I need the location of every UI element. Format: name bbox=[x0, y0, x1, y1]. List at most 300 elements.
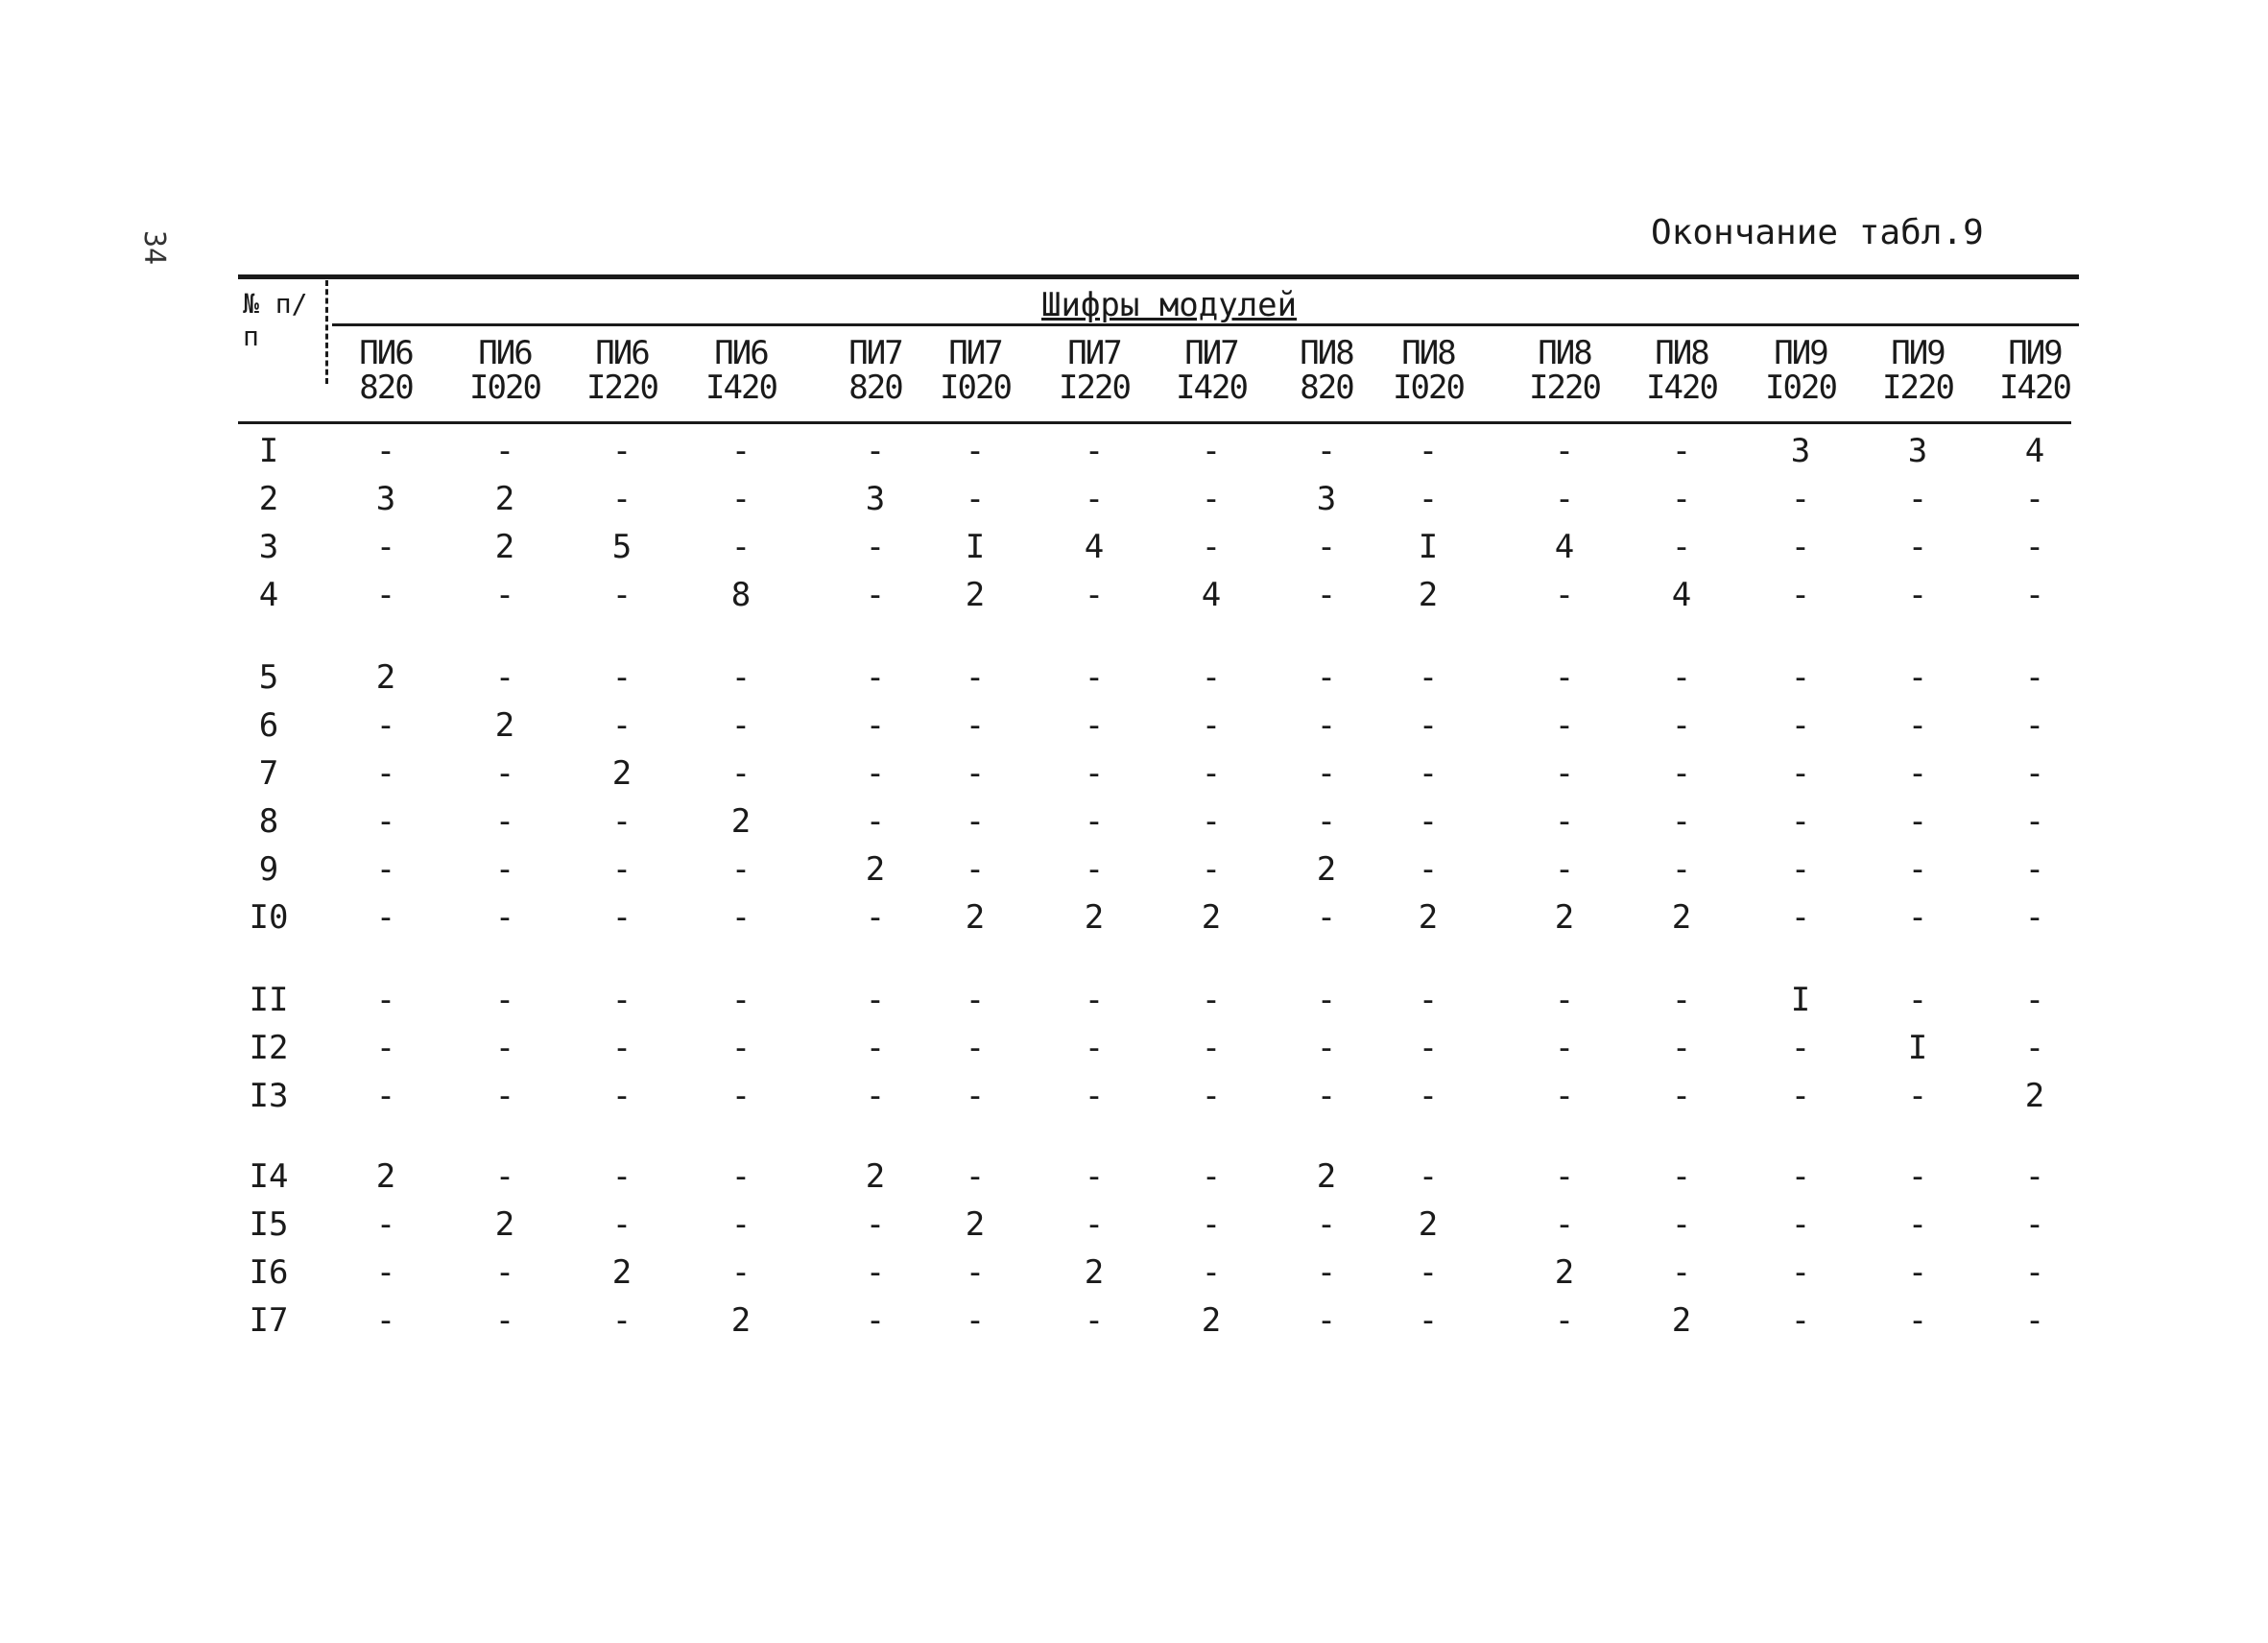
table-cell: - bbox=[1907, 1301, 1928, 1340]
table-cell: - bbox=[1554, 1029, 1575, 1067]
table-cell: - bbox=[2024, 802, 2045, 841]
column-header-size: I220 bbox=[1882, 369, 1953, 407]
table-cell: - bbox=[965, 658, 986, 697]
table-cell: - bbox=[1316, 802, 1337, 841]
table-cell: - bbox=[2024, 528, 2045, 566]
table-cell: - bbox=[965, 1301, 986, 1340]
table-cell: - bbox=[375, 850, 396, 889]
table-cell: - bbox=[1554, 754, 1575, 793]
table-cell: - bbox=[1084, 850, 1105, 889]
table-cell: - bbox=[1671, 432, 1692, 470]
table-cell: - bbox=[1671, 981, 1692, 1019]
table-cell: - bbox=[1554, 1077, 1575, 1115]
table-cell: - bbox=[1790, 1301, 1811, 1340]
table-cell: - bbox=[1671, 1205, 1692, 1244]
column-header-size: I420 bbox=[1646, 369, 1717, 407]
column-header-code: ПИ9 bbox=[1891, 334, 1945, 372]
column-header bbox=[688, 336, 794, 405]
table-cell: 2 bbox=[865, 1157, 886, 1196]
table-cell: 2 bbox=[965, 576, 986, 614]
table-cell: 8 bbox=[730, 576, 752, 614]
column-header bbox=[1512, 336, 1617, 405]
column-header bbox=[452, 336, 558, 405]
row-number: 7 bbox=[258, 754, 279, 793]
table-cell: - bbox=[375, 1253, 396, 1292]
table-cell: - bbox=[1907, 658, 1928, 697]
table-cell: - bbox=[1671, 754, 1692, 793]
column-header-size: I420 bbox=[1176, 369, 1247, 407]
table-cell: - bbox=[1907, 528, 1928, 566]
row-number: I6 bbox=[249, 1253, 289, 1292]
table-cell: - bbox=[1790, 802, 1811, 841]
table-cell: 2 bbox=[1418, 1205, 1439, 1244]
table-cell: - bbox=[865, 1253, 886, 1292]
column-header-code: ПИ9 bbox=[2008, 334, 2062, 372]
table-cell: - bbox=[1418, 850, 1439, 889]
table-cell: - bbox=[1790, 658, 1811, 697]
table-cell: - bbox=[611, 898, 633, 937]
table-cell: - bbox=[1316, 576, 1337, 614]
table-cell: 2 bbox=[2024, 1077, 2045, 1115]
table-cell: 2 bbox=[1671, 1301, 1692, 1340]
table-cell: - bbox=[1201, 850, 1222, 889]
table-cell: - bbox=[865, 981, 886, 1019]
column-header bbox=[1375, 336, 1481, 405]
table-cell: 2 bbox=[730, 1301, 752, 1340]
table-cell: - bbox=[1316, 658, 1337, 697]
table-cell: - bbox=[730, 1029, 752, 1067]
table-cell: 4 bbox=[2024, 432, 2045, 470]
table-cell: - bbox=[375, 754, 396, 793]
table-cell: - bbox=[1671, 706, 1692, 745]
table-cell: - bbox=[494, 898, 515, 937]
table-cell: - bbox=[1907, 1205, 1928, 1244]
table-cell: 2 bbox=[1084, 1253, 1105, 1292]
table-cell: 3 bbox=[375, 480, 396, 518]
table-cell: - bbox=[2024, 706, 2045, 745]
module-codes-header: Шифры модулей bbox=[1041, 286, 1298, 324]
table-cell: - bbox=[375, 1205, 396, 1244]
column-header bbox=[1865, 336, 1970, 405]
table-cell: 2 bbox=[1671, 898, 1692, 937]
table-cell: - bbox=[2024, 1301, 2045, 1340]
table-cell: 2 bbox=[1201, 1301, 1222, 1340]
table-cell: 2 bbox=[865, 850, 886, 889]
table-cell: 3 bbox=[1907, 432, 1928, 470]
table-cell: 2 bbox=[375, 658, 396, 697]
column-header-code: ПИ9 bbox=[1774, 334, 1827, 372]
table-cell: - bbox=[865, 1029, 886, 1067]
table-cell: - bbox=[1084, 576, 1105, 614]
table-cell: - bbox=[1790, 1029, 1811, 1067]
table-cell: - bbox=[375, 1077, 396, 1115]
table-cell: - bbox=[1907, 480, 1928, 518]
column-header bbox=[1041, 336, 1147, 405]
table-cell: 4 bbox=[1084, 528, 1105, 566]
table-cell: - bbox=[1907, 576, 1928, 614]
column-header-code: ПИ7 bbox=[1067, 334, 1121, 372]
table-cell: 3 bbox=[1790, 432, 1811, 470]
table-top-rule bbox=[238, 274, 2079, 279]
table-cell: - bbox=[1554, 658, 1575, 697]
table-cell: 2 bbox=[1554, 1253, 1575, 1292]
table-cell: - bbox=[1418, 981, 1439, 1019]
table-cell: - bbox=[375, 576, 396, 614]
table-cell: - bbox=[1201, 1077, 1222, 1115]
table-cell: - bbox=[1201, 1029, 1222, 1067]
table-cell: - bbox=[965, 1077, 986, 1115]
column-header-code: ПИ8 bbox=[1655, 334, 1708, 372]
page-number: 34 bbox=[137, 230, 171, 266]
column-header bbox=[1982, 336, 2088, 405]
row-number: 2 bbox=[258, 480, 279, 518]
table-cell: - bbox=[1418, 658, 1439, 697]
table-cell: - bbox=[1418, 1029, 1439, 1067]
column-header-size: I020 bbox=[1393, 369, 1464, 407]
column-header-size: 820 bbox=[359, 369, 413, 407]
table-cell: - bbox=[965, 802, 986, 841]
table-cell: - bbox=[2024, 658, 2045, 697]
table-cell: - bbox=[1418, 1157, 1439, 1196]
table-cell: 3 bbox=[865, 480, 886, 518]
column-header bbox=[1629, 336, 1734, 405]
table-cell: - bbox=[494, 1029, 515, 1067]
table-cell: - bbox=[865, 576, 886, 614]
table-cell: - bbox=[1790, 898, 1811, 937]
table-cell: - bbox=[965, 706, 986, 745]
table-cell: 2 bbox=[1084, 898, 1105, 937]
table-cell: - bbox=[611, 1077, 633, 1115]
column-header-code: ПИ8 bbox=[1538, 334, 1591, 372]
table-cell: - bbox=[1790, 850, 1811, 889]
table-cell: - bbox=[1084, 981, 1105, 1019]
table-cell: - bbox=[494, 754, 515, 793]
table-cell: - bbox=[2024, 1157, 2045, 1196]
table-cell: - bbox=[2024, 1253, 2045, 1292]
table-cell: - bbox=[1201, 480, 1222, 518]
table-cell: - bbox=[1084, 432, 1105, 470]
table-cell: - bbox=[1907, 1077, 1928, 1115]
column-header-size: I220 bbox=[1059, 369, 1130, 407]
table-cell: 2 bbox=[1418, 576, 1439, 614]
table-cell: - bbox=[1554, 432, 1575, 470]
table-cell: - bbox=[1316, 1077, 1337, 1115]
table-cell: - bbox=[1201, 658, 1222, 697]
table-cell: - bbox=[1201, 754, 1222, 793]
table-cell: - bbox=[1201, 528, 1222, 566]
table-cell: - bbox=[865, 754, 886, 793]
table-cell: - bbox=[865, 898, 886, 937]
column-header-size: I020 bbox=[469, 369, 540, 407]
table-cell: I bbox=[1418, 528, 1439, 566]
table-cell: - bbox=[1554, 1157, 1575, 1196]
table-cell: - bbox=[1907, 898, 1928, 937]
table-cell: - bbox=[1084, 1077, 1105, 1115]
column-header-size: I220 bbox=[1529, 369, 1600, 407]
table-cell: - bbox=[1316, 754, 1337, 793]
table-cell: - bbox=[611, 1205, 633, 1244]
table-cell: - bbox=[1790, 1077, 1811, 1115]
table-cell: - bbox=[1907, 754, 1928, 793]
table-cell: - bbox=[611, 706, 633, 745]
table-cell: - bbox=[611, 480, 633, 518]
table-cell: I bbox=[1907, 1029, 1928, 1067]
table-cell: - bbox=[1790, 528, 1811, 566]
table-cell: - bbox=[1790, 480, 1811, 518]
table-cell: - bbox=[1790, 1157, 1811, 1196]
table-cell: - bbox=[1907, 1253, 1928, 1292]
column-header-code: ПИ6 bbox=[478, 334, 532, 372]
table-cell: - bbox=[2024, 754, 2045, 793]
table-cell: - bbox=[1084, 1029, 1105, 1067]
column-header-code: ПИ7 bbox=[1184, 334, 1238, 372]
table-cell: - bbox=[1316, 1029, 1337, 1067]
table-cell: - bbox=[1671, 658, 1692, 697]
table-cell: - bbox=[730, 754, 752, 793]
row-number: 3 bbox=[258, 528, 279, 566]
row-number: I2 bbox=[249, 1029, 289, 1067]
table-cell: 2 bbox=[1316, 850, 1337, 889]
table-cell: - bbox=[865, 432, 886, 470]
table-cell: 2 bbox=[494, 480, 515, 518]
table-cell: - bbox=[1554, 850, 1575, 889]
table-cell: - bbox=[730, 850, 752, 889]
table-cell: - bbox=[494, 981, 515, 1019]
table-cell: - bbox=[1418, 432, 1439, 470]
column-header-code: ПИ7 bbox=[948, 334, 1002, 372]
table-cell: - bbox=[1671, 1077, 1692, 1115]
table-cell: - bbox=[375, 706, 396, 745]
table-cell: - bbox=[2024, 576, 2045, 614]
table-cell: - bbox=[1084, 706, 1105, 745]
table-cell: - bbox=[494, 802, 515, 841]
table-cell: - bbox=[375, 981, 396, 1019]
header-bottom-rule bbox=[238, 421, 2071, 424]
table-cell: - bbox=[1907, 850, 1928, 889]
table-cell: - bbox=[1790, 754, 1811, 793]
row-number: 4 bbox=[258, 576, 279, 614]
table-cell: - bbox=[1201, 1253, 1222, 1292]
column-header-size: I220 bbox=[586, 369, 657, 407]
row-number: I bbox=[258, 432, 279, 470]
table-cell: - bbox=[730, 1157, 752, 1196]
table-cell: - bbox=[1418, 1253, 1439, 1292]
table-cell: 2 bbox=[611, 754, 633, 793]
table-cell: - bbox=[1316, 1301, 1337, 1340]
table-cell: - bbox=[375, 528, 396, 566]
table-cell: - bbox=[965, 850, 986, 889]
table-cell: - bbox=[1418, 480, 1439, 518]
table-cell: 2 bbox=[965, 898, 986, 937]
table-cell: - bbox=[865, 1077, 886, 1115]
table-cell: - bbox=[1418, 802, 1439, 841]
table-cell: - bbox=[865, 706, 886, 745]
table-cell: - bbox=[1201, 1157, 1222, 1196]
table-cell: - bbox=[2024, 1205, 2045, 1244]
table-cell: - bbox=[865, 802, 886, 841]
table-cell: 5 bbox=[611, 528, 633, 566]
table-cell: - bbox=[1418, 754, 1439, 793]
table-cell: - bbox=[1201, 432, 1222, 470]
table-cell: - bbox=[1316, 981, 1337, 1019]
row-number: I5 bbox=[249, 1205, 289, 1244]
table-cell: 2 bbox=[1201, 898, 1222, 937]
table-cell: - bbox=[730, 981, 752, 1019]
table-cell: - bbox=[965, 754, 986, 793]
table-cell: - bbox=[1316, 1253, 1337, 1292]
table-cell: 2 bbox=[494, 706, 515, 745]
table-cell: - bbox=[730, 658, 752, 697]
table-cell: - bbox=[611, 850, 633, 889]
table-cell: - bbox=[730, 898, 752, 937]
table-cell: - bbox=[1201, 1205, 1222, 1244]
table-cell: - bbox=[1671, 802, 1692, 841]
table-cell: - bbox=[1554, 981, 1575, 1019]
table-cell: - bbox=[965, 1029, 986, 1067]
table-cell: - bbox=[611, 981, 633, 1019]
table-cell: - bbox=[2024, 898, 2045, 937]
table-cell: - bbox=[494, 576, 515, 614]
table-cell: - bbox=[1790, 1253, 1811, 1292]
table-cell: - bbox=[1554, 480, 1575, 518]
table-cell: - bbox=[730, 1253, 752, 1292]
table-cell: - bbox=[1554, 1301, 1575, 1340]
table-cell: - bbox=[611, 802, 633, 841]
column-header bbox=[823, 336, 928, 405]
table-cell: - bbox=[2024, 480, 2045, 518]
table-cell: - bbox=[494, 850, 515, 889]
table-cell: - bbox=[1084, 1301, 1105, 1340]
table-cell: - bbox=[1084, 658, 1105, 697]
row-number: 5 bbox=[258, 658, 279, 697]
table-cell: - bbox=[965, 981, 986, 1019]
column-header bbox=[1748, 336, 1853, 405]
row-number: 6 bbox=[258, 706, 279, 745]
table-cell: - bbox=[730, 706, 752, 745]
column-header-code: ПИ6 bbox=[595, 334, 649, 372]
table-cell: - bbox=[1671, 850, 1692, 889]
table-caption: Окончание табл.9 bbox=[1651, 213, 1984, 252]
table-cell: 2 bbox=[375, 1157, 396, 1196]
row-number: I0 bbox=[249, 898, 289, 937]
table-cell: - bbox=[1316, 706, 1337, 745]
table-cell: 2 bbox=[494, 528, 515, 566]
table-cell: 2 bbox=[730, 802, 752, 841]
column-header-size: I420 bbox=[705, 369, 776, 407]
table-cell: - bbox=[865, 528, 886, 566]
column-header-size: I420 bbox=[1999, 369, 2070, 407]
table-cell: - bbox=[494, 1253, 515, 1292]
table-cell: 2 bbox=[1418, 898, 1439, 937]
column-header bbox=[569, 336, 675, 405]
number-column-separator bbox=[325, 280, 328, 384]
table-cell: - bbox=[1554, 1205, 1575, 1244]
table-cell: 2 bbox=[1316, 1157, 1337, 1196]
table-cell: - bbox=[375, 1301, 396, 1340]
table-cell: - bbox=[375, 898, 396, 937]
table-cell: - bbox=[375, 432, 396, 470]
table-cell: 2 bbox=[611, 1253, 633, 1292]
column-header-size: 820 bbox=[848, 369, 902, 407]
table-cell: - bbox=[965, 1253, 986, 1292]
table-cell: I bbox=[965, 528, 986, 566]
table-cell: - bbox=[1201, 802, 1222, 841]
table-cell: - bbox=[2024, 981, 2045, 1019]
row-number-header: № п/п bbox=[243, 288, 308, 352]
row-number: I3 bbox=[249, 1077, 289, 1115]
table-cell: - bbox=[494, 1077, 515, 1115]
table-cell: - bbox=[1201, 981, 1222, 1019]
column-header-code: ПИ7 bbox=[848, 334, 902, 372]
column-header-code: ПИ8 bbox=[1300, 334, 1353, 372]
table-cell: - bbox=[1084, 480, 1105, 518]
table-cell: - bbox=[1907, 981, 1928, 1019]
table-cell: - bbox=[375, 802, 396, 841]
table-cell: - bbox=[494, 1301, 515, 1340]
table-cell: - bbox=[865, 1205, 886, 1244]
table-cell: - bbox=[1790, 706, 1811, 745]
table-cell: - bbox=[730, 1205, 752, 1244]
table-cell: - bbox=[2024, 850, 2045, 889]
column-header-code: ПИ6 bbox=[714, 334, 768, 372]
table-cell: - bbox=[730, 480, 752, 518]
table-cell: - bbox=[1418, 1301, 1439, 1340]
table-cell: - bbox=[730, 432, 752, 470]
table-cell: - bbox=[611, 432, 633, 470]
table-cell: - bbox=[1084, 802, 1105, 841]
row-number: I4 bbox=[249, 1157, 289, 1196]
table-cell: 4 bbox=[1671, 576, 1692, 614]
table-cell: - bbox=[1316, 1205, 1337, 1244]
table-cell: - bbox=[494, 1157, 515, 1196]
table-cell: - bbox=[1671, 528, 1692, 566]
table-cell: - bbox=[611, 1301, 633, 1340]
column-header-size: 820 bbox=[1300, 369, 1353, 407]
table-cell: 2 bbox=[494, 1205, 515, 1244]
column-header bbox=[1158, 336, 1264, 405]
table-cell: - bbox=[965, 480, 986, 518]
table-cell: - bbox=[1790, 576, 1811, 614]
table-cell: 2 bbox=[965, 1205, 986, 1244]
table-cell: - bbox=[965, 1157, 986, 1196]
table-cell: - bbox=[611, 658, 633, 697]
table-cell: 3 bbox=[1316, 480, 1337, 518]
table-cell: - bbox=[730, 528, 752, 566]
table-cell: - bbox=[865, 1301, 886, 1340]
table-cell: I bbox=[1790, 981, 1811, 1019]
table-cell: - bbox=[1201, 706, 1222, 745]
table-cell: - bbox=[611, 1029, 633, 1067]
table-cell: 2 bbox=[1554, 898, 1575, 937]
table-cell: - bbox=[1907, 802, 1928, 841]
table-cell: - bbox=[1316, 528, 1337, 566]
table-cell: - bbox=[1418, 706, 1439, 745]
table-cell: 4 bbox=[1554, 528, 1575, 566]
table-cell: - bbox=[1671, 1029, 1692, 1067]
table-cell: - bbox=[1671, 1253, 1692, 1292]
column-header-size: I020 bbox=[1765, 369, 1836, 407]
table-cell: - bbox=[1790, 1205, 1811, 1244]
column-header bbox=[1274, 336, 1379, 405]
column-header-code: ПИ6 bbox=[359, 334, 413, 372]
table-cell: - bbox=[494, 432, 515, 470]
table-cell: - bbox=[611, 576, 633, 614]
table-cell: - bbox=[1671, 1157, 1692, 1196]
row-number: II bbox=[249, 981, 289, 1019]
column-header bbox=[922, 336, 1028, 405]
column-header bbox=[333, 336, 439, 405]
table-cell: - bbox=[1316, 898, 1337, 937]
